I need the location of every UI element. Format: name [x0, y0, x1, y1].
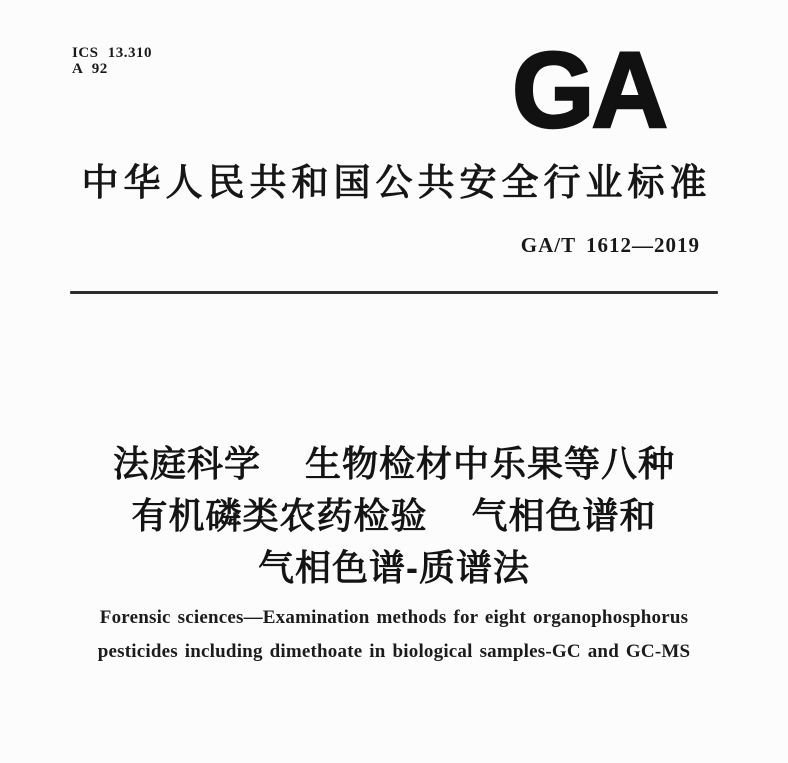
- english-title-line-2: pesticides including dimethoate in biological samples-GC and GC-MS: [97, 640, 691, 662]
- ga-logo: GA: [512, 29, 665, 151]
- chinese-title-line-1: [0, 438, 788, 490]
- ics-classification-block: [72, 45, 152, 77]
- english-title-line-1: Forensic sciences—Examination methods for eight organophosphorus: [99, 607, 689, 628]
- chinese-title-line2-right: 气相色谱和: [471, 495, 657, 536]
- chinese-title-line-3: [0, 542, 788, 594]
- english-title-block: [0, 601, 788, 668]
- chinese-title-line1-left: 法庭科学: [112, 443, 261, 484]
- chinese-title-line-2: [0, 490, 788, 542]
- chinese-title-line1-right: 生物检材中乐果等八种: [305, 443, 676, 484]
- ics-category-code: A 92: [72, 61, 108, 77]
- chinese-title-block: [0, 438, 788, 594]
- standard-code: GA/T 1612—2019: [520, 233, 700, 257]
- chinese-title-line3-text: 气相色谱-质谱法: [258, 547, 530, 588]
- standard-name-heading: 中华人民共和国公共安全行业标准: [81, 162, 712, 203]
- divider-line: [70, 291, 718, 294]
- ics-code: ICS 13.310: [72, 45, 153, 61]
- chinese-title-line2-left: 有机磷类农药检验: [131, 495, 428, 536]
